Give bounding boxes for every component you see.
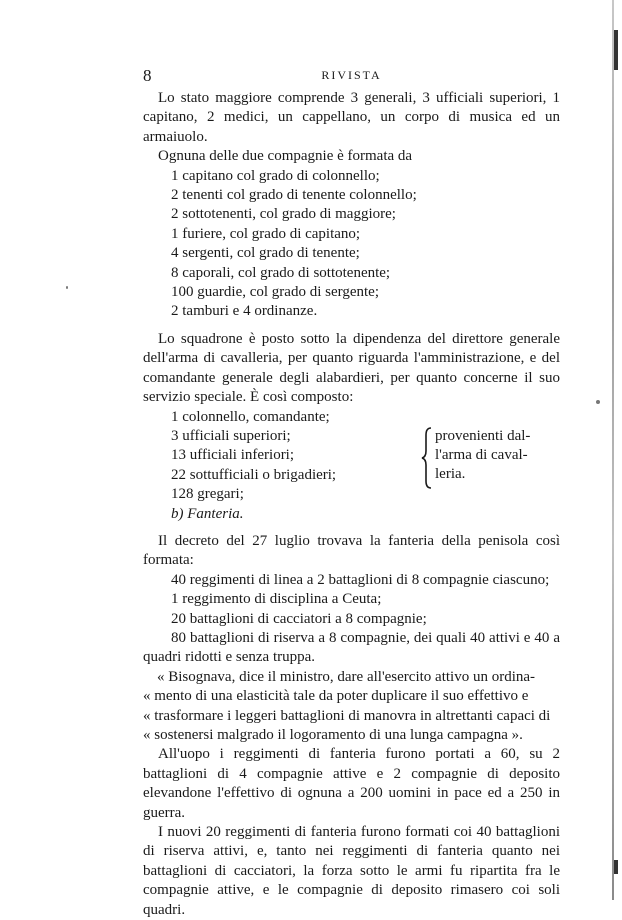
list-item: 128 gregari;	[171, 486, 244, 503]
list-item: 22 sottufficiali o brigadieri;	[171, 466, 337, 483]
list-item: 100 guardie, col grado di sergente;	[171, 284, 379, 301]
quote-line: « sostenersi malgrado il logoramento di una lunga campagna ».	[143, 727, 523, 743]
scan-speck	[596, 400, 600, 404]
list-item: 2 tamburi e 4 ordinanze.	[171, 303, 318, 320]
squadron-intro-paragraph: Lo squadrone è posto sotto la dipendenza del direttore generale dell'arma di cavalleria, per quanto riguarda l'amministrazione, e del comandante generale degli alabardieri, per quanto concerne il suo servizio speciale. È così composto:	[143, 330, 560, 406]
list-item: 20 battaglioni di cacciatori a 8 compagnie;	[171, 610, 427, 627]
companies-list	[143, 167, 560, 322]
list-item: 8 caporali, col grado di sottotenente;	[171, 264, 391, 281]
staff-intro-paragraph: Lo stato maggiore comprende 3 generali, 3 ufficiali superiori, 1 capitano, 2 medici, un cappellano, un corpo di musica ed un armaiuolo.	[143, 90, 560, 145]
regiments-paragraph: All'uopo i reggimenti di fanteria furono portati a 60, su 2 battaglioni di 4 compagnie attive e 2 compagnie di deposito elevandone l'effettivo di ognuna a 200 uomini in pace ed a 250 in guerra.	[143, 746, 560, 821]
list-item: 1 reggimento di disciplina a Ceuta;	[171, 591, 382, 608]
body-text	[143, 89, 560, 920]
brace-note-line: provenienti dal-	[435, 427, 531, 444]
quote-line: « trasformare i leggeri battaglioni di manovra in altrettanti capaci di	[143, 707, 551, 724]
binding-mark	[614, 860, 618, 874]
running-title: RIVISTA	[321, 68, 382, 82]
squadron-composition	[143, 408, 560, 505]
quote-line: « Bisognava, dice il ministro, dare all'esercito attivo un ordina-	[157, 668, 536, 685]
list-item: 1 furiere, col grado di capitano;	[171, 225, 361, 242]
brace-note-line: l'arma di caval-	[435, 446, 528, 463]
list-item: 1 colonnello, comandante;	[171, 408, 330, 425]
list-item: 1 capitano col grado di colonnello;	[171, 167, 380, 184]
list-item: 3 ufficiali superiori;	[171, 427, 291, 444]
binding-mark	[614, 30, 618, 70]
list-item: 40 reggimenti di linea a 2 battaglioni di 8 compagnie ciascuno;	[171, 571, 550, 588]
infantry-units-list	[143, 571, 560, 668]
page-edge-shadow	[612, 0, 614, 900]
quote-line: « mento di una elasticità tale da poter duplicare il suo effettivo e	[143, 688, 529, 705]
brace-note-line: leria.	[435, 466, 466, 483]
list-item: 13 ufficiali inferiori;	[171, 447, 295, 464]
section-heading: b) Fanteria.	[171, 505, 244, 522]
list-item: 80 battaglioni di riserva a 8 compagnie, dei quali 40 attivi e 40 a quadri ridotti e senza truppa.	[143, 629, 560, 666]
page-number: 8	[143, 66, 152, 85]
list-item: 2 tenenti col grado di tenente colonnello;	[171, 187, 417, 204]
companies-intro: Ognuna delle due compagnie è formata da	[158, 148, 413, 165]
curly-brace-icon	[421, 427, 435, 489]
minister-quote	[143, 668, 560, 746]
page-header	[143, 66, 560, 86]
decree-intro-paragraph: Il decreto del 27 luglio trovava la fanteria della penisola così formata:	[143, 532, 560, 569]
new-regiments-paragraph: I nuovi 20 reggimenti di fanteria furono formati coi 40 battaglioni di riserva attivi, e, tanto nei reggimenti di fanteria quanto nei battaglioni di cacciatori, la forza sotto le armi fu ripartita fra le compagnie attive, e le compagnie di deposito rimasero coi soli quadri.	[143, 824, 560, 918]
scan-speck	[66, 286, 68, 289]
list-item: 2 sottotenenti, col grado di maggiore;	[171, 206, 396, 223]
list-item: 4 sergenti, col grado di tenente;	[171, 245, 360, 262]
brace-annotation	[421, 427, 561, 485]
